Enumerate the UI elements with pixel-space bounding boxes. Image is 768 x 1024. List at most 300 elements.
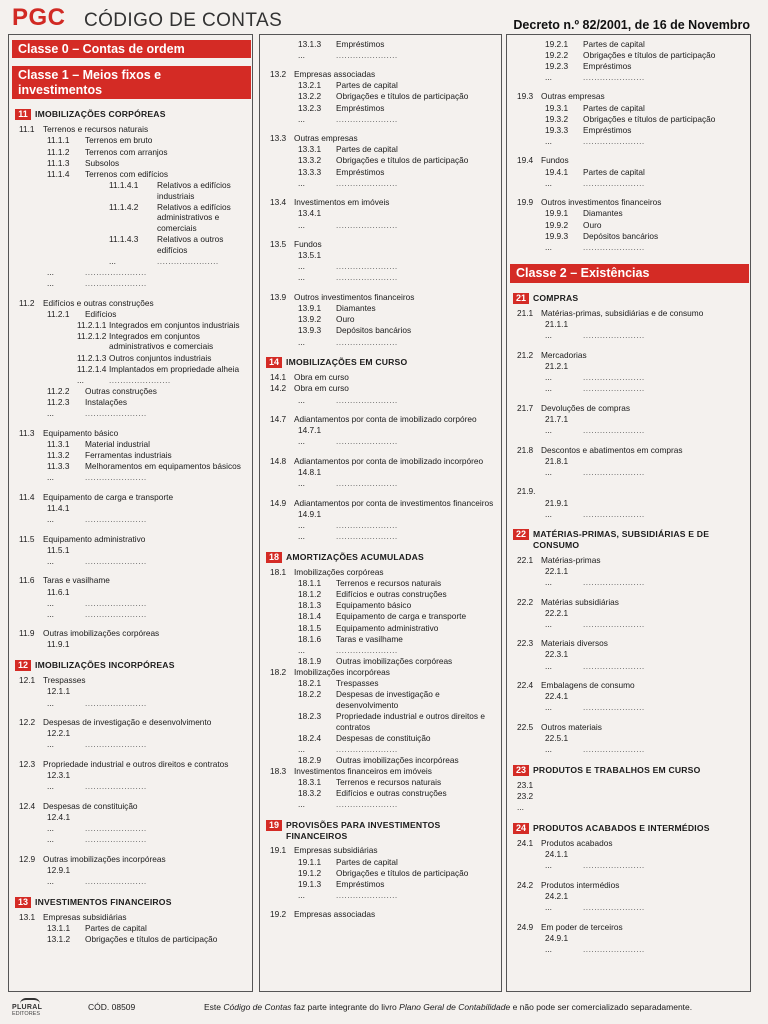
account-row — [266, 303, 501, 314]
account-code: ... — [47, 277, 54, 288]
account-row — [513, 197, 750, 208]
account-label: Obrigações e títulos de participação — [336, 155, 469, 166]
account-row — [266, 178, 501, 189]
account-label: Integrados em conjuntos industriais — [109, 319, 240, 330]
account-row — [513, 467, 750, 478]
account-label: ...................... — [583, 618, 645, 629]
account-code: 13.9 — [270, 292, 287, 303]
account-row — [266, 645, 501, 656]
account-label — [583, 733, 750, 744]
section-heading — [266, 552, 501, 563]
account-code: 23.2 — [517, 791, 534, 802]
account-row — [513, 39, 750, 50]
account-row — [513, 155, 750, 166]
account-code: 21.8.1 — [545, 455, 569, 466]
account-label: ...................... — [85, 697, 147, 708]
account-label — [583, 566, 750, 577]
account-row — [15, 923, 252, 934]
section-number-badge: 19 — [266, 820, 282, 831]
account-row — [513, 319, 750, 330]
account-label: ...................... — [336, 799, 398, 810]
account-label: Materiais diversos — [541, 638, 608, 649]
account-row — [266, 456, 501, 467]
account-row — [513, 425, 750, 436]
account-code: 19.9.2 — [545, 219, 569, 230]
account-row — [15, 331, 252, 352]
account-row — [513, 61, 750, 72]
account-code: 21.7.1 — [545, 413, 569, 424]
footer-note-part: Este — [204, 1002, 224, 1012]
account-row — [513, 350, 750, 361]
account-label: ...................... — [157, 255, 219, 266]
account-row — [513, 242, 750, 253]
account-code: ... — [47, 513, 54, 524]
account-label — [85, 812, 252, 823]
account-row — [266, 656, 501, 667]
account-row — [266, 114, 501, 125]
section-title: IMOBILIZAÇÕES EM CURSO — [286, 357, 408, 368]
section-number-badge: 13 — [15, 897, 31, 908]
section-heading — [513, 293, 750, 304]
account-code: ... — [298, 889, 305, 900]
account-code: 18.1.9 — [298, 655, 322, 666]
account-label: Em poder de terceiros — [541, 921, 623, 932]
account-label — [336, 509, 501, 520]
account-label: Devoluções de compras — [541, 402, 631, 413]
account-row — [15, 934, 252, 945]
account-code: 19.3 — [517, 91, 534, 102]
account-label: Obrigações e títulos de participação — [583, 49, 716, 60]
account-label — [85, 545, 252, 556]
account-row — [266, 611, 501, 622]
account-code: 14.8.1 — [298, 467, 322, 478]
account-code: 13.2.3 — [298, 102, 322, 113]
account-label: ...................... — [336, 520, 398, 531]
account-row — [15, 158, 252, 169]
account-label — [583, 361, 750, 372]
account-row — [513, 125, 750, 136]
account-label — [583, 414, 750, 425]
class-band: Classe 0 – Contas de ordem — [12, 40, 251, 58]
account-row — [266, 103, 501, 114]
account-row — [15, 728, 252, 739]
account-label: Empresas subsidiárias — [43, 911, 127, 922]
account-label: Produtos intermédios — [541, 880, 620, 890]
account-row — [513, 880, 750, 891]
account-label: ...................... — [85, 834, 147, 845]
account-code: 13.5 — [270, 239, 287, 250]
account-row — [15, 450, 252, 461]
account-code: ... — [47, 472, 54, 483]
account-row — [266, 678, 501, 689]
account-code: 11.4.1 — [47, 502, 70, 513]
section-number-badge: 12 — [15, 660, 31, 671]
account-code: 21.2.1 — [545, 360, 569, 371]
account-code: ... — [545, 330, 552, 341]
section-number-badge: 23 — [513, 765, 529, 776]
account-row — [266, 155, 501, 166]
account-row — [266, 197, 501, 208]
account-label: Partes de capital — [583, 102, 645, 113]
account-row — [513, 922, 750, 933]
account-code: 11.1.4.2 — [109, 201, 139, 212]
account-row — [15, 628, 252, 639]
account-row — [15, 675, 252, 686]
account-row — [513, 486, 750, 497]
account-label — [541, 802, 750, 813]
account-label: ...................... — [85, 472, 147, 483]
account-row — [266, 777, 501, 788]
account-label: Equipamento de carga e transporte — [336, 611, 467, 622]
account-label: Trespasses — [336, 678, 379, 689]
section-title: IMOBILIZAÇÕES CORPÓREAS — [35, 109, 166, 120]
account-label: Subsolos — [85, 157, 120, 168]
section-title: MATÉRIAS-PRIMAS, SUBSIDIÁRIAS E DE CONSUMO — [533, 529, 710, 550]
account-code: 11.2.1 — [47, 308, 70, 319]
account-label — [583, 849, 750, 860]
account-row — [15, 408, 252, 419]
account-row — [15, 759, 252, 770]
account-label: ...................... — [336, 219, 398, 230]
account-code: ... — [298, 394, 305, 405]
account-code: 12.2 — [19, 717, 36, 728]
account-code: 21.7 — [517, 402, 534, 413]
account-code: ... — [298, 436, 305, 447]
account-label: Investimentos em imóveis — [294, 197, 390, 208]
account-code: 19.2.1 — [545, 38, 569, 49]
account-row — [513, 136, 750, 147]
account-row — [266, 890, 501, 901]
account-row — [15, 386, 252, 397]
account-code: ... — [545, 618, 552, 629]
account-code: ... — [47, 781, 54, 792]
account-code: ... — [545, 424, 552, 435]
account-label — [336, 467, 501, 478]
account-code: 21.9. — [517, 486, 536, 497]
account-label — [583, 933, 750, 944]
account-code: ... — [517, 802, 524, 813]
account-code: 11.2.2 — [47, 385, 70, 396]
account-code: ... — [545, 372, 552, 383]
account-row — [15, 534, 252, 545]
account-code: 19.2 — [270, 909, 287, 920]
section-heading — [15, 109, 252, 120]
account-label: Terrenos e recursos naturais — [336, 777, 442, 788]
account-code: ... — [545, 660, 552, 671]
account-label: Outras imobilizações corpóreas — [43, 628, 160, 639]
account-row — [266, 711, 501, 732]
account-code: ... — [47, 608, 54, 619]
account-label: ...................... — [583, 744, 645, 755]
account-code: 11.2.3 — [47, 397, 70, 407]
account-label: Outras empresas — [294, 133, 358, 144]
account-code: 11.1.4 — [47, 168, 70, 179]
account-label: Fundos — [294, 239, 322, 250]
account-row — [15, 698, 252, 709]
account-row — [266, 314, 501, 325]
account-row — [513, 661, 750, 672]
account-row — [513, 50, 750, 61]
account-code: 11.3.3 — [47, 461, 70, 472]
account-label: ...................... — [336, 478, 398, 489]
account-label: Instalações — [85, 397, 127, 407]
class-band: Classe 2 – Existências — [510, 264, 749, 282]
account-code: 13.4.1 — [298, 208, 322, 219]
account-code: 14.7 — [270, 414, 287, 425]
account-row — [266, 383, 501, 394]
account-row — [513, 555, 750, 566]
account-label: Terrenos com edifícios — [85, 168, 169, 179]
account-code: 22.5 — [517, 722, 534, 733]
account-label: Empresas associadas — [294, 69, 376, 80]
account-label: Outros investimentos financeiros — [541, 197, 662, 208]
account-code: 12.1.1 — [47, 686, 71, 697]
account-label: ...................... — [336, 644, 398, 655]
account-code: 18.2.1 — [298, 678, 322, 689]
account-label: Trespasses — [43, 675, 86, 686]
account-code: 13.9.1 — [298, 303, 322, 314]
account-code: 13.3.3 — [298, 166, 322, 177]
account-label — [85, 503, 252, 514]
account-code: 11.1.1 — [47, 135, 70, 146]
account-row — [266, 292, 501, 303]
account-row — [513, 649, 750, 660]
account-code: 11.1.2 — [47, 146, 70, 157]
section-title: PRODUTOS ACABADOS E INTERMÉDIOS — [533, 822, 710, 833]
account-code: 11.1 — [19, 124, 35, 135]
account-label: Edifícios e outras construções — [336, 589, 447, 600]
account-row — [15, 169, 252, 180]
account-row — [513, 838, 750, 849]
account-row — [513, 231, 750, 242]
account-code: ... — [545, 466, 552, 477]
account-label: Obrigações e títulos de participação — [583, 113, 716, 124]
account-code: ... — [545, 383, 552, 394]
account-label: Obrigações e títulos de participação — [336, 91, 469, 102]
account-label — [85, 865, 252, 876]
account-label: ...................... — [85, 875, 147, 886]
account-label: Adiantamentos por conta de investimentos financeiros — [294, 497, 494, 508]
account-label: Partes de capital — [336, 856, 398, 867]
account-label: Equipamento administrativo — [336, 622, 439, 633]
account-label: Imobilizações incorpóreas — [294, 667, 390, 678]
account-code: 11.6 — [19, 575, 35, 586]
account-code: 24.1.1 — [545, 849, 569, 860]
account-row — [15, 717, 252, 728]
account-code: 18.1.2 — [298, 589, 322, 600]
account-code: 11.2.1.3 — [77, 352, 107, 363]
account-code: ... — [545, 177, 552, 188]
account-code: ... — [298, 336, 305, 347]
account-code: 19.2.3 — [545, 60, 569, 71]
account-code: 13.2 — [270, 69, 287, 80]
account-code: ... — [545, 576, 552, 587]
account-code: 19.1.1 — [298, 856, 322, 867]
account-code: 11.9 — [19, 628, 35, 639]
account-code: ... — [545, 860, 552, 871]
account-row — [513, 220, 750, 231]
account-row — [15, 876, 252, 887]
account-code: 11.6.1 — [47, 586, 70, 597]
account-label: ...................... — [583, 660, 645, 671]
account-code: ... — [47, 408, 54, 419]
account-row — [15, 854, 252, 865]
catalog-code: CÓD. 08509 — [88, 1002, 136, 1012]
account-label: Empréstimos — [336, 38, 385, 49]
account-row — [266, 337, 501, 348]
account-code: 18.2.9 — [298, 754, 322, 765]
account-code: 14.7.1 — [298, 425, 322, 436]
account-row — [513, 722, 750, 733]
account-code: 13.9.2 — [298, 314, 322, 325]
account-code: 19.9 — [517, 197, 534, 208]
account-code: 24.9 — [517, 921, 534, 932]
section-heading — [15, 660, 252, 671]
account-row — [266, 788, 501, 799]
account-code: 12.3 — [19, 758, 36, 769]
account-code: 18.2.3 — [298, 710, 322, 721]
account-row — [15, 865, 252, 876]
account-label: ...................... — [583, 508, 645, 519]
account-row — [513, 167, 750, 178]
class-band: Classe 1 – Meios fixos e investimentos — [12, 66, 251, 99]
account-row — [15, 234, 252, 255]
account-label: ...................... — [583, 576, 645, 587]
account-row — [266, 133, 501, 144]
account-code: 19.3.2 — [545, 113, 569, 124]
footer-note-book: Plano Geral de Contabilidade — [399, 1002, 511, 1012]
account-row — [266, 857, 501, 868]
account-code: ... — [109, 255, 116, 266]
account-label: Terrenos com arranjos — [85, 146, 168, 157]
account-label: Obra em curso — [294, 372, 349, 383]
account-label: ...................... — [336, 336, 398, 347]
account-label: Adiantamentos por conta de imobilizado corpóreo — [294, 414, 477, 425]
footer-note — [204, 1002, 692, 1012]
account-label: Imobilizações corpóreas — [294, 567, 384, 578]
account-label: ...................... — [85, 277, 147, 288]
account-row — [513, 103, 750, 114]
section-heading — [15, 897, 252, 908]
account-label: Partes de capital — [336, 144, 398, 155]
account-row — [266, 567, 501, 578]
account-label: Edifícios e outras construções — [336, 788, 447, 799]
account-row — [15, 503, 252, 514]
account-code: 19.1.2 — [298, 867, 322, 878]
account-row — [266, 80, 501, 91]
account-code: 14.9 — [270, 497, 287, 508]
account-label — [541, 780, 750, 791]
account-code: 12.1 — [19, 675, 36, 686]
publisher-name: PLURAL — [12, 1004, 43, 1011]
account-code: 22.2.1 — [545, 607, 569, 618]
account-row — [266, 667, 501, 678]
account-row — [15, 298, 252, 309]
account-row — [15, 353, 252, 364]
account-row — [15, 514, 252, 525]
account-label: ...................... — [583, 241, 645, 252]
account-label — [583, 649, 750, 660]
account-code: 19.4.1 — [545, 166, 569, 177]
account-row — [266, 395, 501, 406]
account-label: Empresas associadas — [294, 909, 376, 920]
account-code: ... — [545, 135, 552, 146]
section-number-badge: 11 — [15, 109, 31, 120]
account-label: Equipamento básico — [43, 427, 119, 438]
page-footer — [8, 996, 760, 1020]
account-label: ...................... — [85, 266, 147, 277]
account-row — [15, 472, 252, 483]
account-code: 11.2 — [19, 297, 35, 308]
account-row — [513, 445, 750, 456]
account-code: ... — [545, 744, 552, 755]
account-label: Obra em curso — [294, 383, 349, 394]
account-row — [513, 791, 750, 802]
account-row — [513, 383, 750, 394]
account-row — [266, 531, 501, 542]
account-label: Obrigações e títulos de participação — [336, 867, 469, 878]
section-heading — [266, 357, 501, 368]
account-code: 11.2.1.2 — [77, 330, 107, 341]
account-code: 18.1.5 — [298, 622, 322, 633]
brand-mark: PGC — [12, 4, 66, 31]
account-label: ...................... — [336, 49, 398, 60]
account-label: Outros materiais — [541, 722, 602, 733]
account-label: Outras empresas — [541, 91, 605, 102]
account-code: ... — [545, 508, 552, 519]
account-code: 11.3.1 — [47, 438, 70, 449]
account-label: Edifícios e outras construções — [43, 297, 154, 308]
account-row — [15, 364, 252, 375]
column-middle — [259, 34, 502, 992]
account-label: Ferramentas industriais — [85, 449, 172, 460]
account-label: Diamantes — [583, 208, 623, 219]
account-label: ...................... — [583, 424, 645, 435]
account-code: ... — [298, 531, 305, 542]
account-label: Terrenos e recursos naturais — [43, 124, 149, 135]
account-code: 19.1.3 — [298, 878, 322, 889]
account-code: 13.1.2 — [47, 934, 71, 945]
account-label — [583, 498, 750, 509]
account-row — [513, 361, 750, 372]
account-label: ...................... — [85, 823, 147, 834]
account-code: 19.9.3 — [545, 230, 569, 241]
account-code: ... — [298, 113, 305, 124]
section-heading — [513, 823, 750, 834]
account-label: Melhoramentos em equipamentos básicos — [85, 461, 241, 472]
section-number-badge: 18 — [266, 552, 282, 563]
account-row — [15, 278, 252, 289]
column-right — [506, 34, 751, 992]
account-row — [266, 634, 501, 645]
account-code: ... — [298, 49, 305, 60]
account-code: 21.2 — [517, 349, 534, 360]
account-code: 19.2.2 — [545, 49, 569, 60]
account-code: 13.5.1 — [298, 250, 322, 261]
account-label: Outras imobilizações incorpóreas — [43, 853, 166, 864]
account-label: ...................... — [85, 597, 147, 608]
account-row — [15, 320, 252, 331]
account-row — [266, 845, 501, 856]
account-label: Produtos acabados — [541, 838, 613, 849]
account-label: ...................... — [109, 374, 171, 385]
account-row — [513, 566, 750, 577]
account-row — [513, 608, 750, 619]
account-label: Terrenos e recursos naturais — [336, 578, 442, 589]
account-label: ...................... — [336, 394, 398, 405]
account-label: Empréstimos — [336, 166, 385, 177]
account-row — [266, 261, 501, 272]
